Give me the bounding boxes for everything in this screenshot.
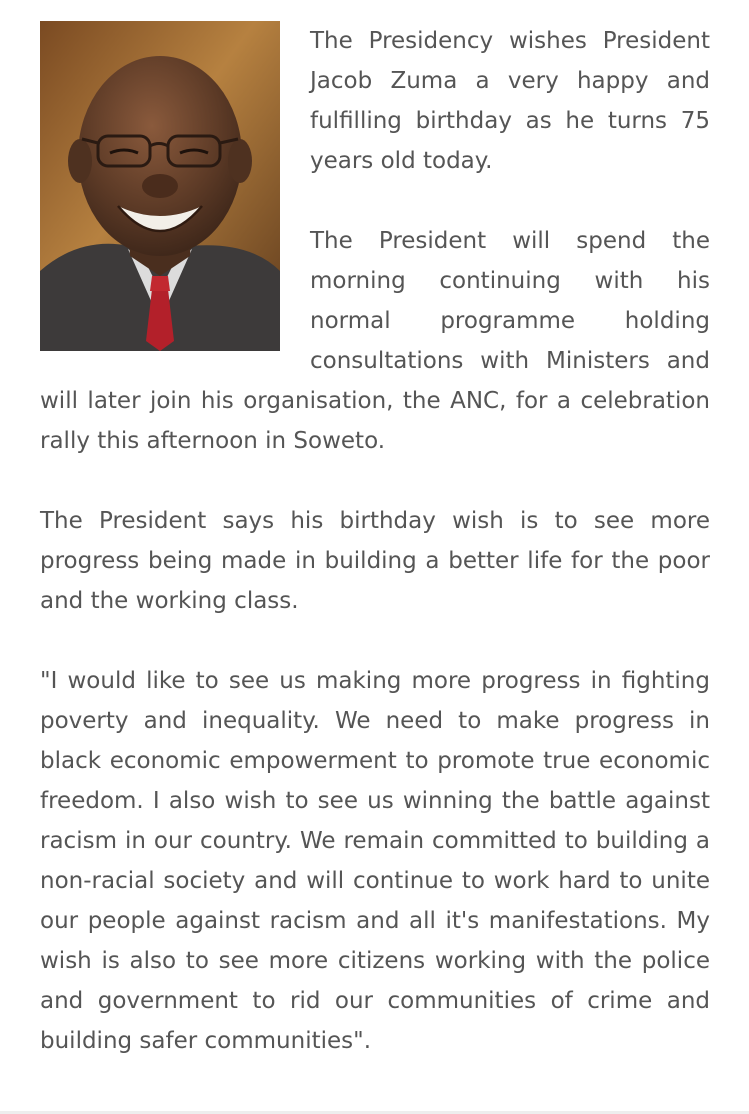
paragraph-quote: "I would like to see us making more progress in fighting poverty and inequality. We need to make progress in black economic empowerment to promote true economic freedom. I also wish to see us winning the battle against racism in our country. We remain committed to building a non-racial society and will continue to work hard to unite our people against racism and all it's manifestations. My wish is also to see more citizens working with the police and government to rid our communities of crime and building safer communities". <box>40 668 710 1054</box>
paragraph-schedule: The President will spend the morning continuing with his normal programme holding consultations with Ministers and will later join his organisation, the ANC, for a celebration rally this afternoon in Soweto. <box>40 228 710 454</box>
article-body <box>40 0 710 1061</box>
paragraph-president-wish: The President says his birthday wish is to see more progress being made in building a better life for the poor and the working class. <box>40 508 710 614</box>
paragraph-birthday-wish: The Presidency wishes President Jacob Zuma a very happy and fulfilling birthday as he turns 75 years old today. <box>310 28 710 174</box>
president-portrait-photo <box>40 21 280 351</box>
